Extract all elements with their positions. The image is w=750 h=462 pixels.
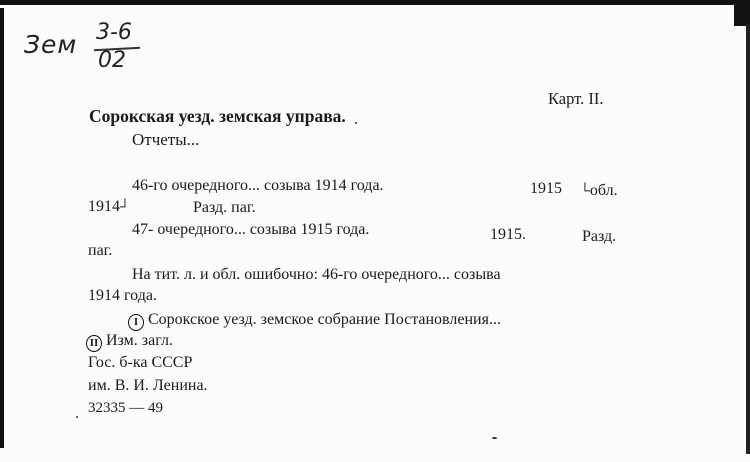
entry-1-cover-label: обл. bbox=[589, 182, 618, 199]
entry-2-text: 47- очередного... созыва 1915 года. bbox=[132, 221, 370, 238]
entry-2-year: 1915. bbox=[490, 226, 526, 243]
card-right-edge bbox=[746, 24, 750, 454]
speck bbox=[355, 122, 357, 124]
entry-1-pagination: Разд. паг. bbox=[193, 199, 256, 216]
card-left-edge bbox=[0, 8, 4, 448]
entry-2-pagination-end: паг. bbox=[88, 242, 113, 259]
handwritten-code: Зем bbox=[24, 30, 78, 59]
card-title: Сорокская уезд. земская управа. bbox=[89, 106, 346, 126]
entry-1-text: 46-го очередного... созыва 1914 года. bbox=[132, 177, 384, 194]
library-named-after: им. В. И. Ленина. bbox=[88, 377, 208, 394]
card-number: Карт. II. bbox=[548, 89, 604, 108]
card-top-edge bbox=[0, 0, 735, 5]
speck bbox=[76, 416, 78, 418]
reference-1-mark: I bbox=[128, 314, 144, 331]
bracket-icon: └ bbox=[580, 184, 590, 199]
reference-2-text: Изм. загл. bbox=[106, 332, 173, 349]
handwritten-fraction-bottom: 02 bbox=[98, 48, 126, 73]
entry-2-pagination-start: Разд. bbox=[582, 228, 617, 245]
entry-1-cover-year: 1914 bbox=[88, 198, 120, 215]
bracket-close-icon: ┘ bbox=[120, 200, 130, 215]
reference-1-text: Сорокское уезд. земское собрание Постановления... bbox=[148, 311, 501, 328]
entry-1-cover bbox=[580, 182, 618, 200]
entry-1-year: 1915 bbox=[530, 180, 562, 197]
library-name: Гос. б-ка СССР bbox=[88, 354, 193, 371]
speck bbox=[492, 437, 497, 439]
card-corner-shadow bbox=[734, 0, 750, 26]
reference-2-mark: II bbox=[86, 335, 102, 352]
print-number: 32335 — 49 bbox=[88, 400, 163, 416]
note-line-1: На тит. л. и обл. ошибочно: 46-го очередного... созыва bbox=[132, 266, 501, 283]
note-line-2: 1914 года. bbox=[88, 287, 157, 304]
reference-2 bbox=[86, 332, 173, 352]
handwritten-fraction-top: 3-6 bbox=[96, 20, 132, 45]
reference-1 bbox=[128, 311, 501, 331]
entry-1-line2 bbox=[88, 198, 130, 216]
card-subtitle: Отчеты... bbox=[132, 130, 200, 149]
